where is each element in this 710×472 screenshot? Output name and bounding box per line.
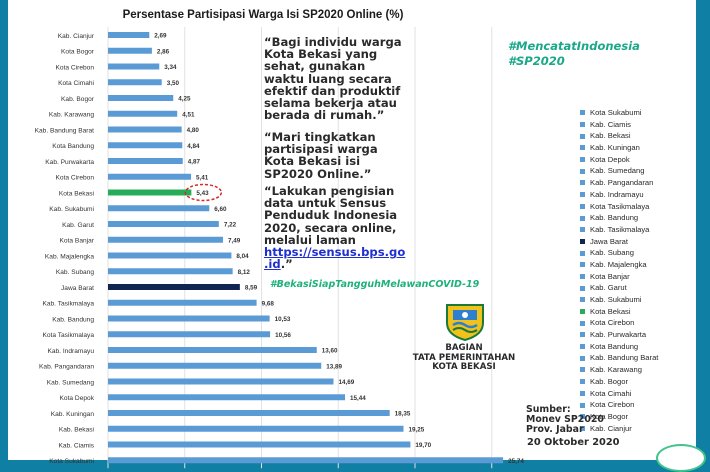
bar-kab-bandung-barat-6 — [108, 127, 182, 133]
legend-swatch — [580, 251, 585, 256]
category-label-kota-cirebon-2: Kota Cirebon — [55, 64, 94, 72]
value-label-kota-sukabumi-27: 25,74 — [508, 457, 524, 465]
legend-item-kab-kuningan-3 — [580, 142, 658, 154]
legend-label: Kab. Bandung Barat — [590, 353, 659, 363]
chart-title: Persentase Partisipasi Warga Isi SP2020 Online (%) — [122, 9, 404, 21]
category-label-kota-depok-23: Kota Depok — [59, 395, 94, 403]
legend-swatch — [580, 157, 585, 162]
category-label-kota-bogor-1: Kota Bogor — [61, 48, 94, 56]
legend-swatch — [580, 239, 585, 244]
legend-swatch — [580, 309, 585, 314]
category-label-jawa-barat-16: Jawa Barat — [61, 284, 94, 292]
legend-label: Kab. Garut — [590, 283, 627, 293]
value-label-kab-cianjur-0: 2,69 — [154, 32, 167, 40]
legend-swatch — [580, 356, 585, 361]
bar-kab-majalengka-14 — [108, 253, 231, 259]
category-label-kab-cianjur-0: Kab. Cianjur — [57, 32, 94, 40]
legend-label: Kab. Bekasi — [590, 131, 631, 141]
quote-pengisian — [264, 185, 504, 270]
category-label-kab-kuningan-24: Kab. Kuningan — [50, 410, 94, 418]
value-label-kota-depok-23: 15,44 — [350, 394, 366, 402]
bar-kab-purwakarta-8 — [108, 158, 183, 164]
bar-kota-banjar-13 — [108, 237, 223, 243]
value-label-kab-bandung-18: 10,53 — [274, 316, 291, 323]
category-label-kab-sukabumi-11: Kab. Sukabumi — [49, 206, 94, 214]
category-label-kota-sukabumi-27: Kota Sukabumi — [49, 458, 94, 466]
legend-swatch — [580, 297, 585, 302]
sensus-link[interactable]: https://sensus.bps.go .id — [264, 245, 406, 272]
legend-label: Kota Banjar — [590, 271, 630, 281]
infographic-panel — [8, 0, 696, 466]
legend-item-kab-pangandaran-6 — [580, 177, 658, 189]
legend-label: Kota Tasikmalaya — [590, 201, 650, 211]
bar-kab-pangandaran-21 — [108, 363, 321, 369]
value-label-kab-bogor-4: 4,25 — [178, 95, 191, 103]
legend-swatch — [580, 204, 585, 209]
category-label-kab-garut-12: Kab. Garut — [62, 221, 94, 229]
kota-bekasi-emblem — [442, 301, 488, 341]
legend-item-kab-garut-15 — [580, 282, 658, 294]
legend-label: Kab. Majalengka — [590, 259, 647, 269]
legend-item-kota-sukabumi-0 — [580, 107, 658, 119]
legend-item-kota-tasikmalaya-8 — [580, 201, 658, 213]
source-date: 20 Oktober 2020 — [527, 437, 620, 448]
bar-kota-cirebon-2 — [108, 64, 159, 70]
legend-swatch — [580, 286, 585, 291]
legend-label: Kab. Kuningan — [590, 143, 640, 153]
legend-swatch — [580, 145, 585, 150]
bar-kota-bogor-1 — [108, 48, 152, 54]
legend-label: Kota Cimahi — [590, 388, 632, 398]
legend-swatch — [580, 321, 585, 326]
bar-kota-bekasi-10 — [108, 190, 191, 196]
bar-kota-depok-23 — [108, 394, 345, 400]
category-label-kab-sumedang-22: Kab. Sumedang — [46, 379, 94, 387]
value-label-kab-majalengka-14: 8,04 — [236, 253, 249, 260]
legend-label: Kota Bandung — [590, 341, 639, 351]
value-label-kota-cirebon-9: 5,41 — [196, 174, 209, 182]
value-label-kota-banjar-13: 7,49 — [227, 237, 241, 245]
legend-item-kota-bandung-20 — [580, 341, 658, 353]
source-note: Sumber: Monev SP2020 Prov. Jabar — [526, 404, 604, 435]
category-label-kab-subang-15: Kab. Subang — [55, 269, 94, 277]
value-label-kab-karawang-5: 4,51 — [182, 111, 195, 119]
legend-item-kab-subang-12 — [580, 247, 658, 259]
bar-kab-garut-12 — [108, 221, 219, 227]
value-label-kab-bandung-barat-6: 4,80 — [186, 127, 199, 134]
legend-label: Kota Bekasi — [590, 306, 631, 316]
bar-kota-cirebon-9 — [108, 174, 191, 180]
value-label-kab-ciamis-26: 19,70 — [415, 442, 432, 449]
category-label-kota-bandung-7: Kota Bandung — [52, 143, 94, 151]
legend-swatch — [580, 134, 585, 139]
bar-jawa-barat-16 — [108, 284, 240, 290]
category-label-kab-bogor-4: Kab. Bogor — [61, 95, 94, 103]
category-label-kota-cimahi-3: Kota Cimahi — [58, 80, 94, 88]
legend-item-kab-karawang-22 — [580, 364, 658, 376]
value-label-kab-sumedang-22: 14,69 — [338, 379, 355, 386]
bar-kota-cimahi-3 — [108, 79, 162, 85]
bar-kab-subang-15 — [108, 268, 233, 274]
legend-item-kab-purwakarta-19 — [580, 329, 658, 341]
value-label-kota-bogor-1: 2,86 — [156, 48, 170, 56]
legend-item-kab-ciamis-1 — [580, 119, 658, 131]
legend-item-kota-bekasi-17 — [580, 306, 658, 318]
bar-kab-bekasi-25 — [108, 426, 403, 432]
legend-swatch — [580, 367, 585, 372]
legend-label: Kab. Pangandaran — [590, 178, 654, 188]
value-label-kota-cimahi-3: 3,50 — [166, 79, 179, 87]
bar-kota-bandung-7 — [108, 142, 182, 148]
category-label-kab-bandung-barat-6: Kab. Bandung Barat — [34, 127, 94, 135]
legend-item-kab-sukabumi-16 — [580, 294, 658, 306]
legend-swatch — [580, 227, 585, 232]
value-label-kota-tasikmalaya-19: 10,56 — [275, 331, 291, 339]
legend-label: Kota Cirebon — [590, 400, 635, 410]
legend-label: Kab. Tasikmalaya — [590, 224, 650, 234]
legend-swatch — [580, 332, 585, 337]
bar-kab-karawang-5 — [108, 111, 177, 117]
legend-item-kab-majalengka-13 — [580, 259, 658, 271]
hashtag-bekasi-tangguh: #BekasiSiapTangguhMelawanCOVID-19 — [270, 279, 480, 290]
quote-partisipasi: “Mari tingkatkan partisipasi warga Kota Bekasi isi SP2020 Online.” — [264, 130, 378, 181]
category-label-kota-tasikmalaya-19: Kota Tasikmalaya — [42, 332, 94, 340]
quote-pengisian-text: “Lakukan pengisian data untuk Sensus Penduduk Indonesia 2020, secara online, melalui laman — [264, 184, 398, 247]
legend-swatch — [580, 192, 585, 197]
legend-label: Kota Bogor — [590, 411, 628, 421]
value-label-kab-kuningan-24: 18,35 — [394, 410, 411, 418]
corner-badge — [656, 444, 706, 472]
bar-kota-sukabumi-27 — [108, 457, 503, 463]
legend-label: Kab. Karawang — [590, 365, 642, 375]
legend-item-kota-banjar-14 — [580, 271, 658, 283]
legend-swatch — [580, 180, 585, 185]
bar-kab-indramayu-20 — [108, 347, 317, 353]
value-label-kab-indramayu-20: 13,60 — [321, 347, 338, 355]
legend-swatch — [580, 169, 585, 174]
bar-kab-ciamis-26 — [108, 442, 410, 448]
legend-label: Kota Depok — [590, 154, 630, 164]
value-label-kab-pangandaran-21: 13,89 — [326, 363, 342, 371]
legend-label: Jawa Barat — [590, 236, 628, 246]
value-label-kab-sukabumi-11: 6,60 — [214, 205, 227, 213]
value-label-kota-bandung-7: 4,84 — [187, 142, 200, 150]
legend-label: Kota Sukabumi — [590, 108, 642, 117]
legend-label: Kab. Purwakarta — [590, 330, 647, 340]
chart-legend — [580, 107, 658, 434]
legend-item-kota-cimahi-24 — [580, 388, 658, 400]
legend-label: Kota Cirebon — [590, 318, 635, 328]
bar-kab-bandung-18 — [108, 316, 270, 322]
category-label-kab-tasikmalaya-17: Kab. Tasikmalaya — [42, 300, 94, 308]
category-label-kab-ciamis-26: Kab. Ciamis — [58, 442, 94, 450]
bar-kab-sumedang-22 — [108, 379, 333, 385]
category-label-kab-bekasi-25: Kab. Bekasi — [58, 426, 94, 434]
legend-swatch — [580, 344, 585, 349]
legend-item-kota-depok-4 — [580, 154, 658, 166]
legend-item-kota-cirebon-18 — [580, 317, 658, 329]
value-label-jawa-barat-16: 8,59 — [244, 284, 258, 292]
legend-label: Kab. Cianjur — [590, 423, 632, 433]
category-label-kab-majalengka-14: Kab. Majalengka — [44, 253, 94, 261]
bar-kab-cianjur-0 — [108, 32, 149, 38]
category-label-kota-banjar-13: Kota Banjar — [59, 237, 94, 245]
legend-item-kab-indramayu-7 — [580, 189, 658, 201]
legend-swatch — [580, 122, 585, 127]
value-label-kab-tasikmalaya-17: 9,68 — [261, 300, 274, 308]
bar-kab-kuningan-24 — [108, 410, 390, 416]
legend-swatch — [580, 262, 585, 267]
value-label-kab-subang-15: 8,12 — [237, 268, 250, 276]
legend-item-kab-sumedang-5 — [580, 165, 658, 177]
legend-label: Kab. Subang — [590, 248, 634, 258]
quote-individu: “Bagi individu warga Kota Bekasi yang sehat, gunakan waktu luang secara efektif dan produktif selama bekerja atau berada di rumah.” — [264, 35, 402, 123]
hashtag-mencatat-indonesia: #MencatatIndonesia — [508, 39, 640, 53]
agency-name: BAGIAN TATA PEMERINTAHAN KOTA BEKASI — [412, 343, 516, 373]
category-label-kab-bandung-18: Kab. Bandung — [52, 316, 94, 324]
legend-label: Kab. Sukabumi — [590, 295, 642, 304]
legend-swatch — [580, 216, 585, 221]
bar-kab-sukabumi-11 — [108, 205, 209, 211]
hashtag-sp2020: #SP2020 — [508, 54, 565, 68]
legend-label: Kab. Bogor — [590, 376, 628, 386]
category-label-kota-bekasi-10: Kota Bekasi — [58, 190, 94, 198]
category-label-kab-pangandaran-21: Kab. Pangandaran — [39, 363, 94, 371]
value-label-kab-bekasi-25: 19,25 — [408, 426, 425, 434]
legend-label: Kab. Sumedang — [590, 166, 645, 176]
legend-label: Kab. Ciamis — [590, 119, 631, 129]
value-label-kota-cirebon-2: 3,34 — [164, 64, 177, 71]
category-label-kab-karawang-5: Kab. Karawang — [48, 111, 94, 119]
value-label-kab-garut-12: 7,22 — [223, 221, 237, 229]
value-label-kota-bekasi-10: 5,43 — [196, 190, 209, 197]
legend-item-kab-bandung-9 — [580, 212, 658, 224]
bar-kota-tasikmalaya-19 — [108, 331, 270, 337]
bar-kab-bogor-4 — [108, 95, 173, 101]
legend-swatch — [580, 379, 585, 384]
legend-item-jawa-barat-11 — [580, 236, 658, 248]
legend-label: Kab. Bandung — [590, 213, 639, 223]
bar-kab-tasikmalaya-17 — [108, 300, 257, 306]
legend-swatch — [580, 274, 585, 279]
legend-item-kab-tasikmalaya-10 — [580, 224, 658, 236]
legend-item-kab-bandung-barat-21 — [580, 352, 658, 364]
legend-label: Kab. Indramayu — [590, 189, 644, 199]
legend-item-kab-bogor-23 — [580, 376, 658, 388]
legend-swatch — [580, 110, 585, 115]
legend-swatch — [580, 391, 585, 396]
value-label-kab-purwakarta-8: 4,87 — [187, 158, 201, 166]
category-label-kab-purwakarta-8: Kab. Purwakarta — [45, 158, 94, 166]
legend-item-kab-bekasi-2 — [580, 130, 658, 142]
category-label-kota-cirebon-9: Kota Cirebon — [55, 174, 94, 182]
quote-pengisian-end: .” — [280, 257, 293, 272]
category-label-kab-indramayu-20: Kab. Indramayu — [47, 347, 94, 355]
